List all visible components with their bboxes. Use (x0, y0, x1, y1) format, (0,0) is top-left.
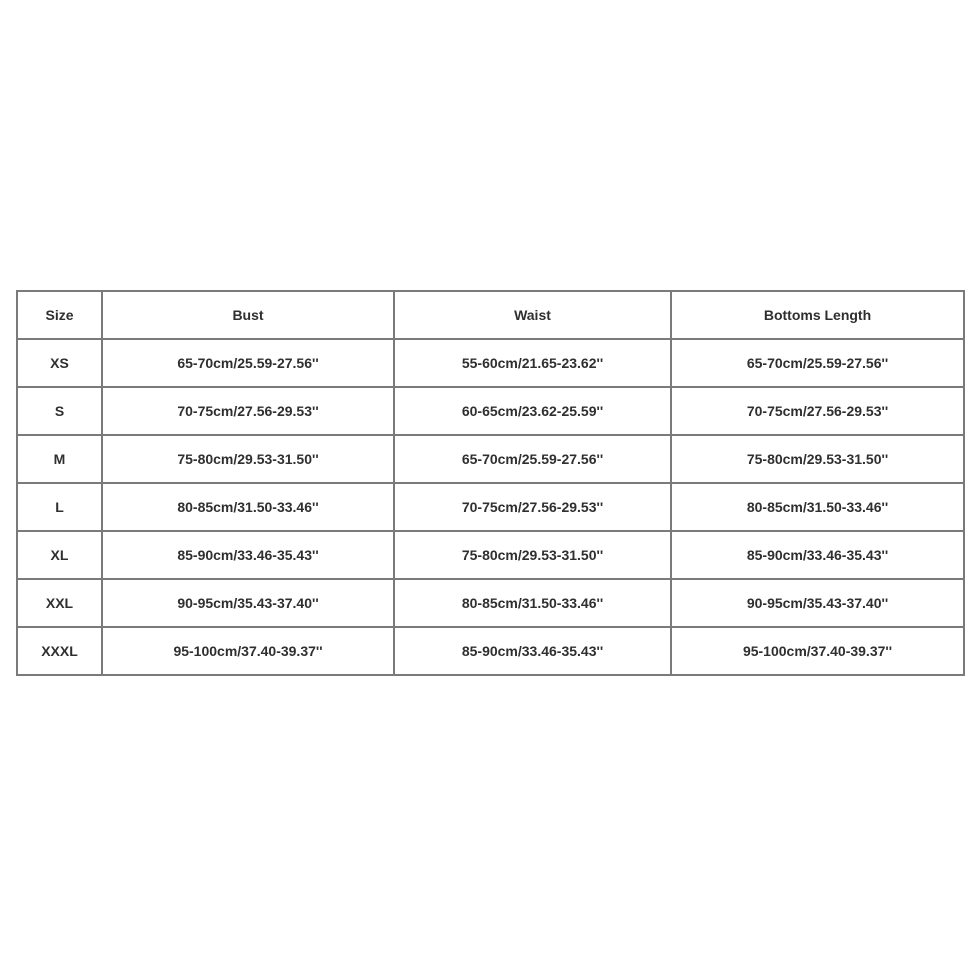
bottoms-length-cell: 90-95cm/35.43-37.40'' (671, 579, 964, 627)
bottoms-length-cell: 95-100cm/37.40-39.37'' (671, 627, 964, 675)
waist-cell: 80-85cm/31.50-33.46'' (394, 579, 671, 627)
header-bust: Bust (102, 291, 394, 339)
size-cell: XXXL (17, 627, 102, 675)
table-row (17, 483, 964, 531)
table-row (17, 579, 964, 627)
bottoms-length-cell: 75-80cm/29.53-31.50'' (671, 435, 964, 483)
header-size: Size (17, 291, 102, 339)
size-cell: XS (17, 339, 102, 387)
bust-cell: 95-100cm/37.40-39.37'' (102, 627, 394, 675)
size-cell: L (17, 483, 102, 531)
size-cell: XXL (17, 579, 102, 627)
table-row (17, 339, 964, 387)
bust-cell: 80-85cm/31.50-33.46'' (102, 483, 394, 531)
bust-cell: 65-70cm/25.59-27.56'' (102, 339, 394, 387)
size-cell: S (17, 387, 102, 435)
bottoms-length-cell: 70-75cm/27.56-29.53'' (671, 387, 964, 435)
waist-cell: 70-75cm/27.56-29.53'' (394, 483, 671, 531)
header-bottoms-length: Bottoms Length (671, 291, 964, 339)
table-row (17, 627, 964, 675)
bust-cell: 75-80cm/29.53-31.50'' (102, 435, 394, 483)
table-row (17, 387, 964, 435)
waist-cell: 85-90cm/33.46-35.43'' (394, 627, 671, 675)
bust-cell: 70-75cm/27.56-29.53'' (102, 387, 394, 435)
size-cell: XL (17, 531, 102, 579)
bust-cell: 85-90cm/33.46-35.43'' (102, 531, 394, 579)
waist-cell: 75-80cm/29.53-31.50'' (394, 531, 671, 579)
header-waist: Waist (394, 291, 671, 339)
waist-cell: 60-65cm/23.62-25.59'' (394, 387, 671, 435)
table-row (17, 531, 964, 579)
waist-cell: 55-60cm/21.65-23.62'' (394, 339, 671, 387)
bottoms-length-cell: 80-85cm/31.50-33.46'' (671, 483, 964, 531)
bust-cell: 90-95cm/35.43-37.40'' (102, 579, 394, 627)
bottoms-length-cell: 65-70cm/25.59-27.56'' (671, 339, 964, 387)
bottoms-length-cell: 85-90cm/33.46-35.43'' (671, 531, 964, 579)
table-header-row (17, 291, 964, 339)
table-row (17, 435, 964, 483)
size-cell: M (17, 435, 102, 483)
size-chart-table (16, 290, 965, 676)
waist-cell: 65-70cm/25.59-27.56'' (394, 435, 671, 483)
